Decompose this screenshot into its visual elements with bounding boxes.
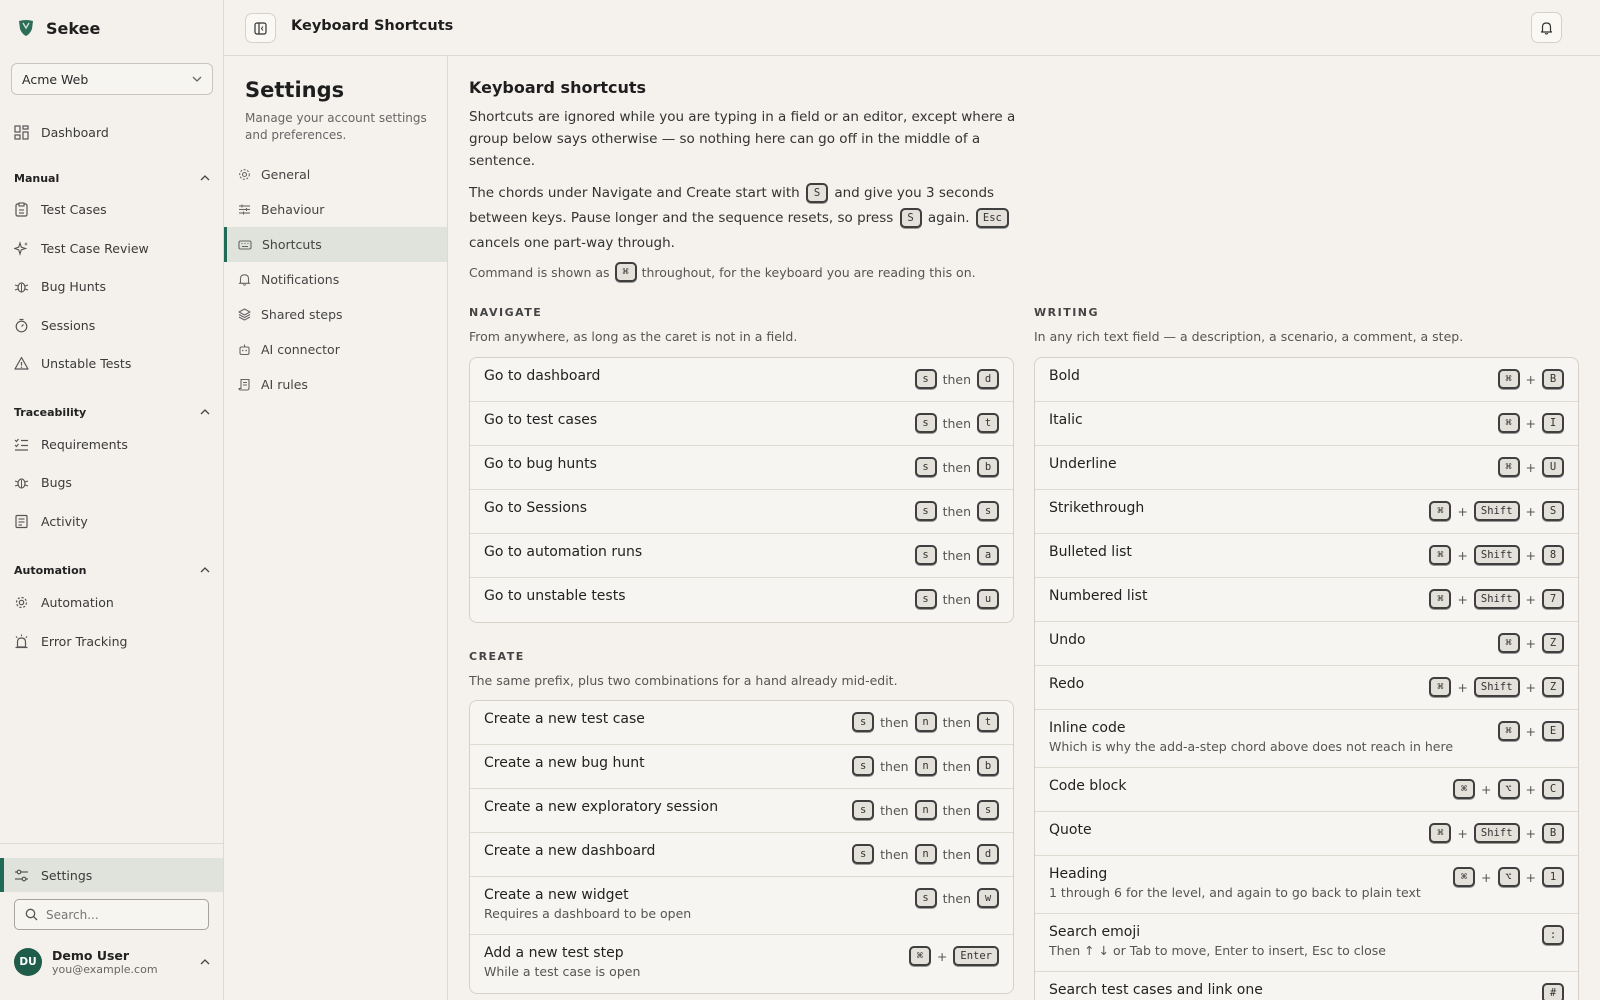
kbd-key: S [806, 183, 828, 203]
shortcut-label: Underline [1049, 456, 1117, 472]
kbd-key: E [1542, 721, 1564, 741]
sidebar-toggle-button[interactable] [245, 13, 276, 43]
group-desc-navigate: From anywhere, as long as the caret is not in a field. [469, 329, 798, 344]
settings-item-label: Shared steps [261, 307, 343, 322]
then-separator: then [880, 714, 909, 730]
kbd-key: s [852, 844, 874, 864]
shortcut-row-go-to-test-cases [470, 402, 1013, 446]
kbd-key: d [977, 369, 999, 389]
shortcut-label: Go to dashboard [484, 368, 601, 384]
kbd-key: ⌘ [1453, 779, 1475, 799]
shortcut-note: While a test case is open [484, 964, 641, 979]
project-select[interactable] [11, 63, 213, 95]
chevron-up-icon [200, 567, 210, 573]
shortcut-label: Quote [1049, 822, 1092, 838]
then-separator: then [942, 890, 971, 906]
key-combination [852, 800, 999, 820]
kbd-key: s [915, 545, 937, 565]
kbd-key: s [852, 712, 874, 732]
kbd-key: s [915, 369, 937, 389]
kbd-key: Esc [976, 208, 1009, 228]
shortcut-label: Go to automation runs [484, 544, 643, 560]
key-combination [1429, 589, 1564, 609]
kbd-key: Shift [1474, 823, 1520, 843]
sidebar-item-label: Bug Hunts [41, 278, 107, 294]
shortcut-label: Bold [1049, 368, 1080, 384]
sliders-horizontal-icon [238, 203, 251, 216]
sidebar-item-bug-hunts[interactable] [0, 271, 223, 301]
kbd-key: Shift [1474, 677, 1520, 697]
kbd-key: d [977, 844, 999, 864]
keyboard-icon [238, 239, 252, 251]
key-combination [1453, 779, 1564, 799]
sidebar-item-test-cases[interactable] [0, 194, 223, 224]
shortcut-label: Add a new test step [484, 945, 624, 961]
kbd-key: ⌘ [1429, 823, 1451, 843]
kbd-key: ⌘ [1498, 413, 1520, 433]
shortcut-label: Bulleted list [1049, 544, 1132, 560]
group-title-navigate: NAVIGATE [469, 306, 543, 319]
dashboard-icon [14, 125, 29, 140]
plus-separator: + [1457, 679, 1468, 695]
plus-separator: + [1481, 869, 1492, 885]
search-input[interactable] [46, 908, 196, 922]
section-title: Traceability [14, 405, 87, 419]
shortcut-row-create-a-new-exploratory-session [470, 789, 1013, 833]
key-combination [915, 545, 999, 565]
user-name: Demo User [52, 948, 130, 963]
settings-item-label: Behaviour [261, 202, 325, 217]
settings-title: Settings [245, 78, 345, 102]
kbd-key: Z [1542, 633, 1564, 653]
text: and give you 3 seconds between keys. Pause longer and the sequence resets, so press [469, 185, 995, 226]
key-combination [915, 888, 999, 908]
plus-separator: + [1457, 825, 1468, 841]
section-header-manual[interactable] [14, 169, 210, 187]
kbd-key: n [915, 756, 937, 776]
kbd-key: s [915, 888, 937, 908]
create-card [469, 700, 1014, 994]
top-bar [224, 0, 1600, 56]
kbd-key: s [915, 457, 937, 477]
sidebar-item-label: Test Cases [41, 201, 107, 217]
then-separator: then [942, 371, 971, 387]
key-combination [1429, 823, 1564, 843]
key-combination [852, 756, 999, 776]
sidebar-item-error-tracking[interactable] [0, 626, 223, 656]
key-combination [852, 712, 999, 732]
sidebar-item-label: Sessions [41, 317, 96, 333]
group-desc-create: The same prefix, plus two combinations for a hand already mid-edit. [469, 673, 898, 688]
settings-item-general[interactable] [224, 157, 447, 192]
kbd-key: ⌘ [1429, 501, 1451, 521]
text: again. [927, 210, 970, 226]
bell-icon [1540, 21, 1553, 35]
settings-item-label: Notifications [261, 272, 340, 287]
shortcut-label: Search test cases and link one [1049, 982, 1263, 998]
then-separator: then [942, 459, 971, 475]
kbd-key: t [977, 413, 999, 433]
kbd-key: B [1542, 369, 1564, 389]
kbd-key: s [915, 501, 937, 521]
key-combination [909, 946, 999, 966]
kbd-key: n [915, 712, 937, 732]
plus-separator: + [1525, 869, 1536, 885]
page-title: Keyboard Shortcuts [291, 18, 454, 34]
key-combination [1498, 369, 1564, 389]
key-combination [915, 413, 999, 433]
kbd-key: Shift [1474, 501, 1520, 521]
shortcut-label: Numbered list [1049, 588, 1148, 604]
section-heading: Keyboard shortcuts [469, 78, 647, 97]
group-title-create: CREATE [469, 650, 525, 663]
shortcut-label: Code block [1049, 778, 1127, 794]
sidebar-item-label: Dashboard [41, 124, 109, 140]
plus-separator: + [1525, 503, 1536, 519]
kbd-key: Enter [953, 946, 999, 966]
kbd-key: w [977, 888, 999, 908]
key-combination [1429, 545, 1564, 565]
sidebar-item-label: Requirements [41, 436, 128, 452]
bug-icon [14, 279, 29, 294]
shortcut-row-create-a-new-dashboard [470, 833, 1013, 877]
kbd-key: B [1542, 823, 1564, 843]
kbd-key: Shift [1474, 545, 1520, 565]
kbd-key: ⌘ [1429, 677, 1451, 697]
kbd-key: s [977, 501, 999, 521]
sidebar-item-automation[interactable] [0, 587, 223, 617]
kbd-key: U [1542, 457, 1564, 477]
sidebar [0, 0, 224, 1000]
kbd-key: S [1542, 501, 1564, 521]
shortcuts-content [449, 56, 1600, 1000]
then-separator: then [942, 802, 971, 818]
key-combination [1453, 867, 1564, 887]
shortcut-row-redo [1035, 666, 1578, 710]
shortcut-row-undo [1035, 622, 1578, 666]
bot-icon [238, 343, 251, 356]
sidebar-item-bugs[interactable] [0, 467, 223, 497]
then-separator: then [942, 503, 971, 519]
chevron-down-icon [192, 76, 202, 82]
then-separator: then [942, 547, 971, 563]
key-combination [1429, 677, 1564, 697]
settings-item-ai-connector[interactable] [224, 332, 447, 367]
intro-paragraph: Shortcuts are ignored while you are typing in a field or an editor, except where a group below says otherwise — so nothing here can go off in the middle of a sentence. [469, 109, 1016, 169]
kbd-key: I [1542, 413, 1564, 433]
then-separator: then [942, 415, 971, 431]
settings-subtitle: Manage your account settings and preferences. [245, 111, 427, 142]
key-combination [1498, 633, 1564, 653]
search-icon [25, 908, 38, 921]
kbd-key: ⌥ [1498, 867, 1520, 887]
section-header-automation[interactable] [14, 561, 210, 579]
chevron-up-icon [200, 959, 210, 965]
layers-icon [238, 308, 251, 321]
sidebar-item-label: Settings [41, 867, 93, 883]
shortcut-label: Go to Sessions [484, 500, 588, 516]
scroll-icon [238, 378, 251, 391]
sidebar-item-requirements[interactable] [0, 429, 223, 459]
key-combination [915, 589, 999, 609]
kbd-key: ⌘ [1429, 589, 1451, 609]
text: The chords under Navigate and Create start with [469, 185, 800, 201]
shortcut-label: Create a new dashboard [484, 843, 656, 859]
plus-separator: + [1481, 781, 1492, 797]
kbd-key: Z [1542, 677, 1564, 697]
activity-log-icon [14, 514, 29, 529]
text: throughout, for the keyboard you are reading this on. [641, 264, 976, 280]
then-separator: then [880, 802, 909, 818]
kbd-key: n [915, 844, 937, 864]
key-combination [1429, 501, 1564, 521]
shortcut-label: Redo [1049, 676, 1085, 692]
key-combination [1498, 413, 1564, 433]
kbd-key: s [852, 756, 874, 776]
settings-item-label: AI rules [261, 377, 308, 392]
plus-separator: + [1525, 547, 1536, 563]
plus-separator: + [1457, 503, 1468, 519]
shortcut-label: Go to unstable tests [484, 588, 626, 604]
settings-item-behaviour[interactable] [224, 192, 447, 227]
avatar: DU [14, 948, 42, 976]
kbd-key: s [977, 800, 999, 820]
sliders-icon [14, 868, 29, 883]
kbd-key: b [977, 457, 999, 477]
shortcut-row-strikethrough [1035, 490, 1578, 534]
settings-item-ai-rules[interactable] [224, 367, 447, 402]
plus-separator: + [1525, 591, 1536, 607]
plus-separator: + [1457, 547, 1468, 563]
then-separator: then [942, 591, 971, 607]
chevron-up-icon [200, 409, 210, 415]
settings-item-shortcuts[interactable] [224, 227, 447, 262]
gear-icon [238, 168, 251, 181]
alarm-icon [14, 634, 29, 649]
brand[interactable] [18, 16, 100, 40]
plus-separator: + [1457, 591, 1468, 607]
user-email: you@example.com [52, 963, 158, 976]
kbd-key: ⌘ [1453, 867, 1475, 887]
settings-item-notifications[interactable] [224, 262, 447, 297]
settings-item-label: Shortcuts [262, 237, 322, 252]
kbd-key: s [852, 800, 874, 820]
shortcut-row-go-to-automation-runs [470, 534, 1013, 578]
key-combination [1542, 983, 1564, 1000]
sidebar-item-label: Error Tracking [41, 633, 128, 649]
checklist-icon [14, 437, 29, 452]
plus-separator: + [1525, 371, 1536, 387]
kbd-key: 7 [1542, 589, 1564, 609]
key-combination [915, 369, 999, 389]
then-separator: then [880, 846, 909, 862]
shortcut-label: Create a new exploratory session [484, 799, 719, 815]
plus-separator: + [1525, 415, 1536, 431]
plus-separator: + [1525, 723, 1536, 739]
kbd-key: t [977, 712, 999, 732]
kbd-key: 8 [1542, 545, 1564, 565]
clipboard-icon [14, 202, 29, 217]
gear-icon [14, 595, 29, 610]
navigate-card [469, 357, 1014, 623]
divider [0, 843, 223, 844]
shortcut-row-go-to-dashboard [470, 358, 1013, 402]
panel-left-icon [254, 22, 267, 35]
key-combination [915, 457, 999, 477]
bell-icon [238, 273, 251, 286]
kbd-key: ⌥ [1498, 779, 1520, 799]
kbd-key: 1 [1542, 867, 1564, 887]
shortcut-label: Create a new widget [484, 887, 629, 903]
shortcut-row-numbered-list [1035, 578, 1578, 622]
shortcut-label: Heading [1049, 866, 1108, 882]
kbd-key: C [1542, 779, 1564, 799]
shortcut-row-bold [1035, 358, 1578, 402]
sidebar-item-dashboard[interactable] [0, 117, 223, 147]
shortcut-label: Italic [1049, 412, 1083, 428]
kbd-key: u [977, 589, 999, 609]
shortcut-row-go-to-bug-hunts [470, 446, 1013, 490]
shortcut-label: Go to test cases [484, 412, 598, 428]
shortcut-label: Search emoji [1049, 924, 1141, 940]
key-combination [852, 844, 999, 864]
shortcut-row-underline [1035, 446, 1578, 490]
plus-separator: + [1525, 679, 1536, 695]
kbd-key: ⌘ [1498, 633, 1520, 653]
command-note [469, 262, 976, 282]
plus-separator: + [1525, 459, 1536, 475]
logo-shield-icon [18, 19, 34, 37]
sidebar-item-activity[interactable] [0, 506, 223, 536]
kbd-key: ⌘ [1498, 457, 1520, 477]
kbd-key: ⌘ [909, 946, 931, 966]
kbd-key: s [915, 589, 937, 609]
section-title: Automation [14, 563, 87, 577]
project-select-value: Acme Web [22, 71, 89, 87]
plus-separator: + [1525, 635, 1536, 651]
shortcut-label: Go to bug hunts [484, 456, 597, 472]
timer-icon [14, 318, 29, 333]
then-separator: then [942, 758, 971, 774]
group-desc-writing: In any rich text field — a description, a scenario, a comment, a step. [1034, 329, 1464, 344]
shortcut-row-create-a-new-test-case [470, 701, 1013, 745]
shortcut-row-heading [1035, 856, 1578, 914]
plus-separator: + [1525, 825, 1536, 841]
chevron-up-icon [200, 175, 210, 181]
bug-icon [14, 475, 29, 490]
settings-item-label: AI connector [261, 342, 340, 357]
shortcut-label: Undo [1049, 632, 1086, 648]
shortcut-label: Inline code [1049, 720, 1126, 736]
kbd-key: a [977, 545, 999, 565]
plus-separator: + [936, 948, 948, 964]
shortcut-row-bulleted-list [1035, 534, 1578, 578]
chord-explanation [469, 181, 1039, 256]
settings-item-label: General [261, 167, 311, 182]
plus-separator: + [1525, 781, 1536, 797]
sidebar-item-label: Activity [41, 513, 88, 529]
shortcut-row-search-test-cases-and-link-one [1035, 972, 1578, 1000]
sidebar-item-label: Test Case Review [41, 240, 149, 256]
shortcut-row-quote [1035, 812, 1578, 856]
sidebar-item-unstable-tests[interactable] [0, 348, 223, 378]
shortcut-label: Create a new bug hunt [484, 755, 645, 771]
shortcut-note: Requires a dashboard to be open [484, 906, 692, 921]
kbd-key: : [1542, 925, 1564, 945]
user-menu[interactable] [14, 946, 210, 978]
shortcut-note: 1 through 6 for the level, and again to go back to plain text [1049, 885, 1421, 900]
sidebar-item-test-case-review[interactable] [0, 233, 223, 263]
shortcut-row-create-a-new-widget [470, 877, 1013, 935]
shortcut-row-search-emoji [1035, 914, 1578, 972]
then-separator: then [880, 758, 909, 774]
settings-item-shared-steps[interactable] [224, 297, 447, 332]
settings-nav [224, 56, 448, 1000]
key-combination [1542, 925, 1564, 945]
then-separator: then [942, 714, 971, 730]
kbd-key: n [915, 800, 937, 820]
shortcut-label: Strikethrough [1049, 500, 1145, 516]
shortcut-row-create-a-new-bug-hunt [470, 745, 1013, 789]
section-title: Manual [14, 171, 60, 185]
shortcut-row-add-a-new-test-step [470, 935, 1013, 993]
shortcut-note: Then ↑ ↓ or Tab to move, Enter to insert, Esc to close [1049, 943, 1386, 958]
shortcut-row-italic [1035, 402, 1578, 446]
kbd-key: S [900, 208, 922, 228]
sidebar-search[interactable] [14, 899, 209, 930]
kbd-key: b [977, 756, 999, 776]
app-name: Sekee [46, 18, 101, 38]
group-title-writing: WRITING [1034, 306, 1100, 319]
kbd-key: ⌘ [1498, 721, 1520, 741]
shortcut-row-go-to-sessions [470, 490, 1013, 534]
section-header-traceability[interactable] [14, 403, 210, 421]
kbd-key: ⌘ [1429, 545, 1451, 565]
shortcut-note: Which is why the add-a-step chord above does not reach in here [1049, 739, 1454, 754]
notifications-button[interactable] [1531, 12, 1562, 43]
sidebar-item-label: Unstable Tests [41, 355, 132, 371]
key-combination [1498, 721, 1564, 741]
sidebar-item-sessions[interactable] [0, 310, 223, 340]
sidebar-item-settings[interactable] [0, 858, 223, 892]
shortcut-row-code-block [1035, 768, 1578, 812]
kbd-key: ⌘ [615, 262, 637, 282]
then-separator: then [942, 846, 971, 862]
warning-icon [14, 356, 29, 371]
text: cancels one part-way through. [469, 235, 675, 251]
shortcut-label: Create a new test case [484, 711, 645, 727]
kbd-key: ⌘ [1498, 369, 1520, 389]
kbd-key: s [915, 413, 937, 433]
shortcut-row-go-to-unstable-tests [470, 578, 1013, 622]
sidebar-item-label: Bugs [41, 474, 72, 490]
text: Command is shown as [469, 264, 610, 280]
kbd-key: # [1542, 983, 1564, 1000]
sparkle-icon [14, 241, 29, 256]
sidebar-item-label: Automation [41, 594, 114, 610]
key-combination [915, 501, 999, 521]
writing-card [1034, 357, 1579, 1000]
shortcut-row-inline-code [1035, 710, 1578, 768]
key-combination [1498, 457, 1564, 477]
kbd-key: Shift [1474, 589, 1520, 609]
